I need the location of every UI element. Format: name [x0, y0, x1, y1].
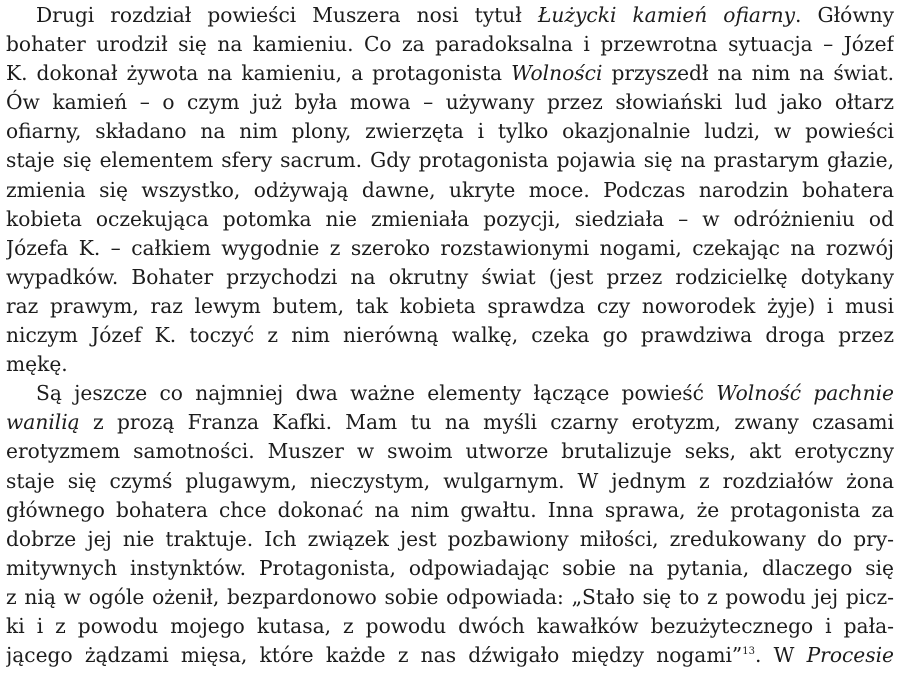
text-line	[6, 146, 894, 175]
text-segment: Drugi rozdział powieści Muszera nosi tytuł	[36, 3, 538, 27]
body-text	[6, 1, 894, 670]
text-line	[6, 30, 894, 59]
italic-title: wanilią	[6, 410, 80, 435]
text-segment: . Główny	[795, 3, 894, 27]
italic-title: Łużycki kamień ofiarny	[537, 3, 796, 27]
text-line	[6, 467, 894, 496]
text-line	[6, 117, 894, 146]
text-segment: z nią w ogóle ożenił, bezpardonowo sobie odpowiada: „Stało się to z powodu jej picz-	[6, 584, 894, 609]
text-line	[6, 554, 894, 583]
text-segment: staje się czymś plugawym, nieczystym, wulgarnym. W jednym z rozdziałów żona	[6, 468, 894, 493]
text-line	[6, 437, 894, 466]
text-line	[6, 263, 894, 292]
text-segment: staje się elementem sfery sacrum. Gdy protagonista pojawia się na prastarym głazie,	[6, 148, 894, 173]
text-line	[6, 408, 894, 437]
text-segment: K. dokonał żywota na kamieniu, a protagonista	[6, 61, 512, 86]
text-segment: . W	[754, 643, 807, 668]
italic-title: Procesie	[806, 643, 894, 668]
italic-title: Wolności	[511, 61, 603, 86]
text-segment: raz prawym, raz lewym butem, tak kobieta sprawdza czy noworodek żyje) i musi	[6, 293, 894, 318]
text-line	[6, 350, 894, 379]
text-segment: erotyzmem samotności. Muszer w swoim utworze brutalizuje seks, akt erotyczny	[6, 439, 894, 464]
text-segment: niczym Józef K. toczyć z nim nierówną walkę, czeka go prawdziwa droga przez	[6, 323, 894, 348]
text-line	[6, 292, 894, 321]
text-segment: przyszedł na nim na świat.	[602, 61, 894, 86]
text-segment: ofiarny, składano na nim plony, zwierzęta i tylko okazjonalnie ludzi, w powieści	[6, 119, 894, 144]
text-segment: dobrze jej nie traktuje. Ich związek jest pozbawiony miłości, zredukowany do pry-	[6, 526, 894, 551]
text-line	[6, 234, 894, 263]
text-segment: mękę.	[6, 352, 68, 377]
text-line	[6, 496, 894, 525]
text-line	[6, 525, 894, 554]
footnote-marker: 13	[742, 646, 755, 658]
text-segment: Józefa K. – całkiem wygodnie z szeroko rozstawionymi nogami, czekając na rozwój	[6, 235, 894, 260]
text-segment: kobieta oczekująca potomka nie zmieniała pozycji, siedziała – w odróżnieniu od	[6, 206, 894, 231]
text-line	[6, 88, 894, 117]
text-line	[6, 59, 894, 88]
text-segment: bohater urodził się na kamieniu. Co za paradoksalna i przewrotna sytuacja – Józef	[6, 32, 894, 57]
text-segment: mitywnych instynktów. Protagonista, odpowiadając sobie na pytania, dlaczego się	[6, 555, 894, 580]
text-line	[6, 205, 894, 234]
text-segment: ki i z powodu mojego kutasa, z powodu dwóch kawałków bezużytecznego i pała-	[6, 613, 894, 638]
text-line	[6, 1, 894, 30]
italic-title: Wolność pachnie	[716, 381, 894, 406]
text-line	[6, 379, 894, 408]
text-segment: zmienia się wszystko, odżywają dawne, ukryte moce. Podczas narodzin bohatera	[6, 177, 894, 202]
text-segment: z prozą Franza Kafki. Mam tu na myśli czarny erotyzm, zwany czasami	[79, 410, 894, 435]
text-segment: jącego żądzami mięsa, które każde z nas dźwigało między nogami”	[6, 643, 743, 668]
text-line	[6, 176, 894, 205]
text-segment: Są jeszcze co najmniej dwa ważne elementy łączące powieść	[36, 381, 717, 406]
text-segment: wypadków. Bohater przychodzi na okrutny świat (jest przez rodzicielkę dotykany	[6, 264, 894, 289]
text-segment: głównego bohatera chce dokonać na nim gwałtu. Inna sprawa, że protagonista za	[6, 497, 894, 522]
text-line	[6, 321, 894, 350]
text-line	[6, 583, 894, 612]
text-line	[6, 612, 894, 641]
text-line	[6, 641, 894, 670]
text-segment: Ów kamień – o czym już była mowa – używany przez słowiański lud jako ołtarz	[6, 90, 894, 115]
